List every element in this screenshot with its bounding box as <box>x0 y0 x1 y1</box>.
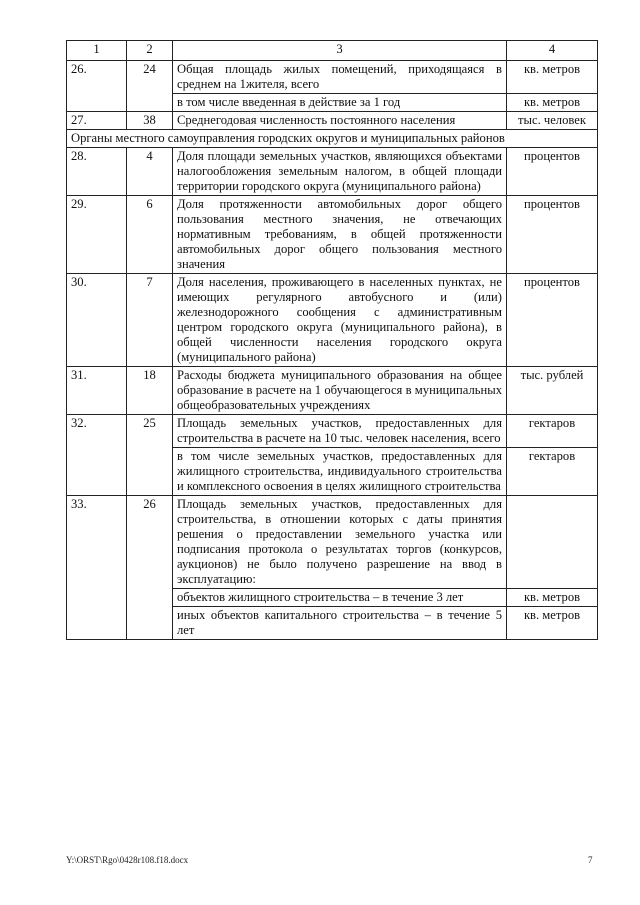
row-text: Доля населения, проживающего в населенных пунктах, не имеющих регулярного автобусного и (или) железнодорожного сообщения с административным центром городского округа (муниципального района), в общей численности населения городского округа (муниципального района) <box>173 274 507 367</box>
row-text: Среднегодовая численность постоянного населения <box>173 112 507 130</box>
row-unit: кв. метров <box>507 589 598 607</box>
header-cell-1: 1 <box>67 41 127 61</box>
row-unit <box>507 496 598 589</box>
row-unit: процентов <box>507 274 598 367</box>
row-unit: кв. метров <box>507 607 598 640</box>
row-number: 33. <box>67 496 127 640</box>
row-number: 32. <box>67 415 127 496</box>
row-text: Доля протяженности автомобильных дорог общего пользования местного значения, не отвечающих нормативным требованиям, в общей протяженности автомобильных дорог общего пользования местного значения <box>173 196 507 274</box>
row-unit: тыс. рублей <box>507 367 598 415</box>
header-cell-2: 2 <box>127 41 173 61</box>
row-unit: тыс. человек <box>507 112 598 130</box>
header-cell-4: 4 <box>507 41 598 61</box>
row-number: 31. <box>67 367 127 415</box>
row-number: 27. <box>67 112 127 130</box>
table-row <box>67 496 598 589</box>
table-row <box>67 112 598 130</box>
row-code: 4 <box>127 148 173 196</box>
row-text: в том числе введенная в действие за 1 год <box>173 94 507 112</box>
row-unit: кв. метров <box>507 94 598 112</box>
row-text: объектов жилищного строительства – в течение 3 лет <box>173 589 507 607</box>
table-header-row <box>67 41 598 61</box>
row-unit: процентов <box>507 148 598 196</box>
row-text: Доля площади земельных участков, являющихся объектами налогообложения земельным налогом, в общей площади территории городского округа (муниципального района) <box>173 148 507 196</box>
table-row <box>67 367 598 415</box>
file-path-footer: Y:\ORST\Rgo\0428r108.f18.docx <box>66 855 189 865</box>
row-unit: процентов <box>507 196 598 274</box>
section-row <box>67 130 598 148</box>
row-code: 25 <box>127 415 173 496</box>
indicators-table <box>66 40 598 640</box>
row-number: 29. <box>67 196 127 274</box>
row-code: 38 <box>127 112 173 130</box>
row-code: 7 <box>127 274 173 367</box>
row-code: 24 <box>127 61 173 112</box>
table-row <box>67 148 598 196</box>
row-unit: гектаров <box>507 448 598 496</box>
row-unit: кв. метров <box>507 61 598 94</box>
row-text: Площадь земельных участков, предоставленных для строительства, в отношении которых с даты принятия решения о предоставлении земельного участка или подписания протокола о результатах торгов (конкурсов, аукционов) не было получено разрешение на ввод в эксплуатацию: <box>173 496 507 589</box>
table-row <box>67 415 598 448</box>
row-code: 18 <box>127 367 173 415</box>
row-text: иных объектов капитального строительства – в течение 5 лет <box>173 607 507 640</box>
table-row <box>67 196 598 274</box>
row-code: 6 <box>127 196 173 274</box>
header-cell-3: 3 <box>173 41 507 61</box>
row-text: в том числе земельных участков, предоставленных для жилищного строительства, индивидуального строительства и комплексного освоения в целях жилищного строительства <box>173 448 507 496</box>
section-title: Органы местного самоуправления городских округов и муниципальных районов <box>67 130 598 148</box>
row-text: Расходы бюджета муниципального образования на общее образование в расчете на 1 обучающегося в муниципальных общеобразовательных учреждениях <box>173 367 507 415</box>
row-number: 26. <box>67 61 127 112</box>
table-row <box>67 274 598 367</box>
row-text: Общая площадь жилых помещений, приходящаяся в среднем на 1жителя, всего <box>173 61 507 94</box>
row-number: 30. <box>67 274 127 367</box>
row-text: Площадь земельных участков, предоставленных для строительства в расчете на 10 тыс. человек населения, всего <box>173 415 507 448</box>
row-unit: гектаров <box>507 415 598 448</box>
row-code: 26 <box>127 496 173 640</box>
page-number: 7 <box>588 855 593 865</box>
row-number: 28. <box>67 148 127 196</box>
table-row <box>67 61 598 94</box>
